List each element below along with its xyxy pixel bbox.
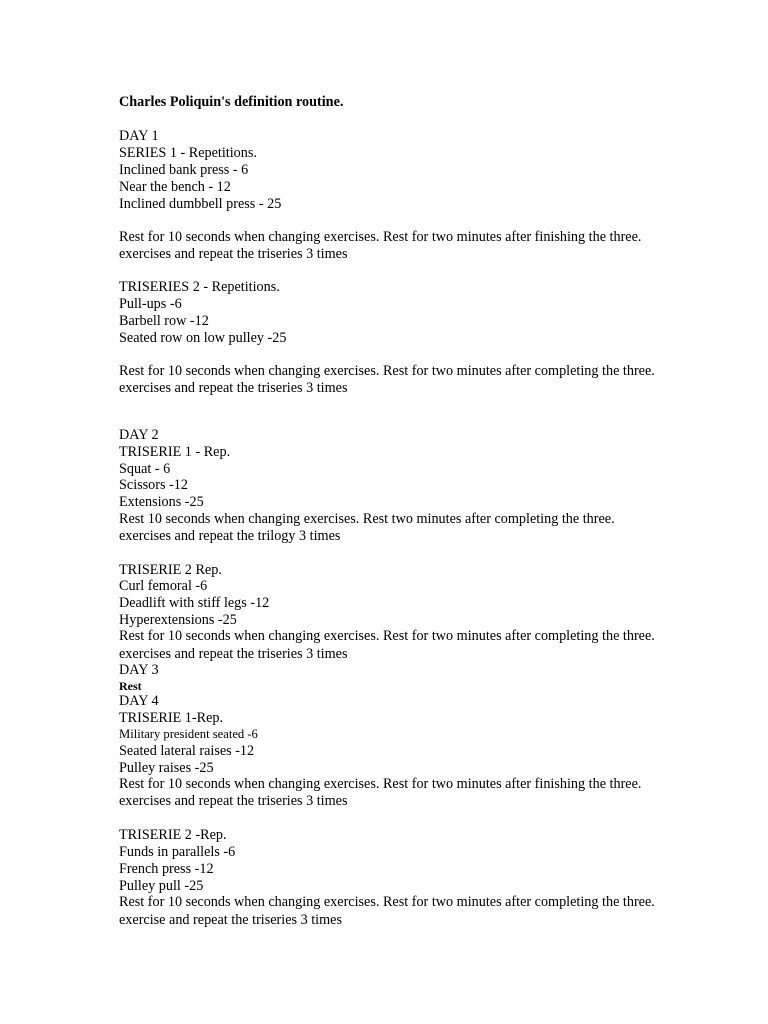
rest-instruction: exercises and repeat the triseries 3 times — [119, 380, 348, 396]
exercise-line: Hyperextensions -25 — [119, 612, 237, 628]
rest-instruction: exercises and repeat the triseries 3 times — [119, 793, 348, 809]
exercise-line: Squat - 6 — [119, 461, 171, 477]
series-heading: SERIES 1 - Repetitions. — [119, 145, 257, 161]
exercise-line: Barbell row -12 — [119, 313, 209, 329]
series-heading: TRISERIE 1 - Rep. — [119, 444, 231, 460]
rest-instruction: Rest for 10 seconds when changing exercises. Rest for two minutes after completing the three. — [119, 894, 655, 910]
rest-instruction: Rest for 10 seconds when changing exercises. Rest for two minutes after completing the three. — [119, 628, 655, 644]
rest-instruction: Rest for 10 seconds when changing exercises. Rest for two minutes after completing the three. — [119, 363, 655, 379]
exercise-line: Seated lateral raises -12 — [119, 743, 255, 759]
day-4-heading: DAY 4 — [119, 693, 159, 709]
exercise-line: Curl femoral -6 — [119, 578, 208, 594]
day-2-heading: DAY 2 — [119, 427, 159, 443]
series-heading: TRISERIE 1-Rep. — [119, 710, 224, 726]
exercise-line: Pull-ups -6 — [119, 296, 182, 312]
exercise-line: Near the bench - 12 — [119, 179, 231, 195]
exercise-line: Extensions -25 — [119, 494, 204, 510]
rest-instruction: exercise and repeat the triseries 3 times — [119, 912, 342, 928]
exercise-line: Scissors -12 — [119, 477, 188, 493]
exercise-line: Seated row on low pulley -25 — [119, 330, 287, 346]
rest-instruction: Rest for 10 seconds when changing exercises. Rest for two minutes after finishing the three. — [119, 776, 642, 792]
exercise-line: French press -12 — [119, 861, 214, 877]
series-heading: TRISERIES 2 - Repetitions. — [119, 279, 280, 295]
series-heading: TRISERIE 2 -Rep. — [119, 827, 227, 843]
rest-instruction: Rest 10 seconds when changing exercises. Rest two minutes after completing the three. — [119, 511, 615, 527]
exercise-line: Military president seated -6 — [119, 727, 258, 741]
exercise-line: Inclined dumbbell press - 25 — [119, 196, 282, 212]
day-3-heading: DAY 3 — [119, 662, 159, 678]
rest-instruction: exercises and repeat the trilogy 3 times — [119, 528, 341, 544]
rest-instruction: exercises and repeat the triseries 3 times — [119, 646, 348, 662]
exercise-line: Pulley raises -25 — [119, 760, 214, 776]
document-title: Charles Poliquin's definition routine. — [119, 94, 344, 110]
exercise-line: Inclined bank press - 6 — [119, 162, 249, 178]
exercise-line: Funds in parallels -6 — [119, 844, 236, 860]
rest-instruction: Rest for 10 seconds when changing exercises. Rest for two minutes after finishing the three. — [119, 229, 642, 245]
rest-day-note: Rest — [119, 679, 142, 693]
day-1-heading: DAY 1 — [119, 128, 159, 144]
exercise-line: Deadlift with stiff legs -12 — [119, 595, 270, 611]
series-heading: TRISERIE 2 Rep. — [119, 562, 222, 578]
rest-instruction: exercises and repeat the triseries 3 times — [119, 246, 348, 262]
exercise-line: Pulley pull -25 — [119, 878, 204, 894]
